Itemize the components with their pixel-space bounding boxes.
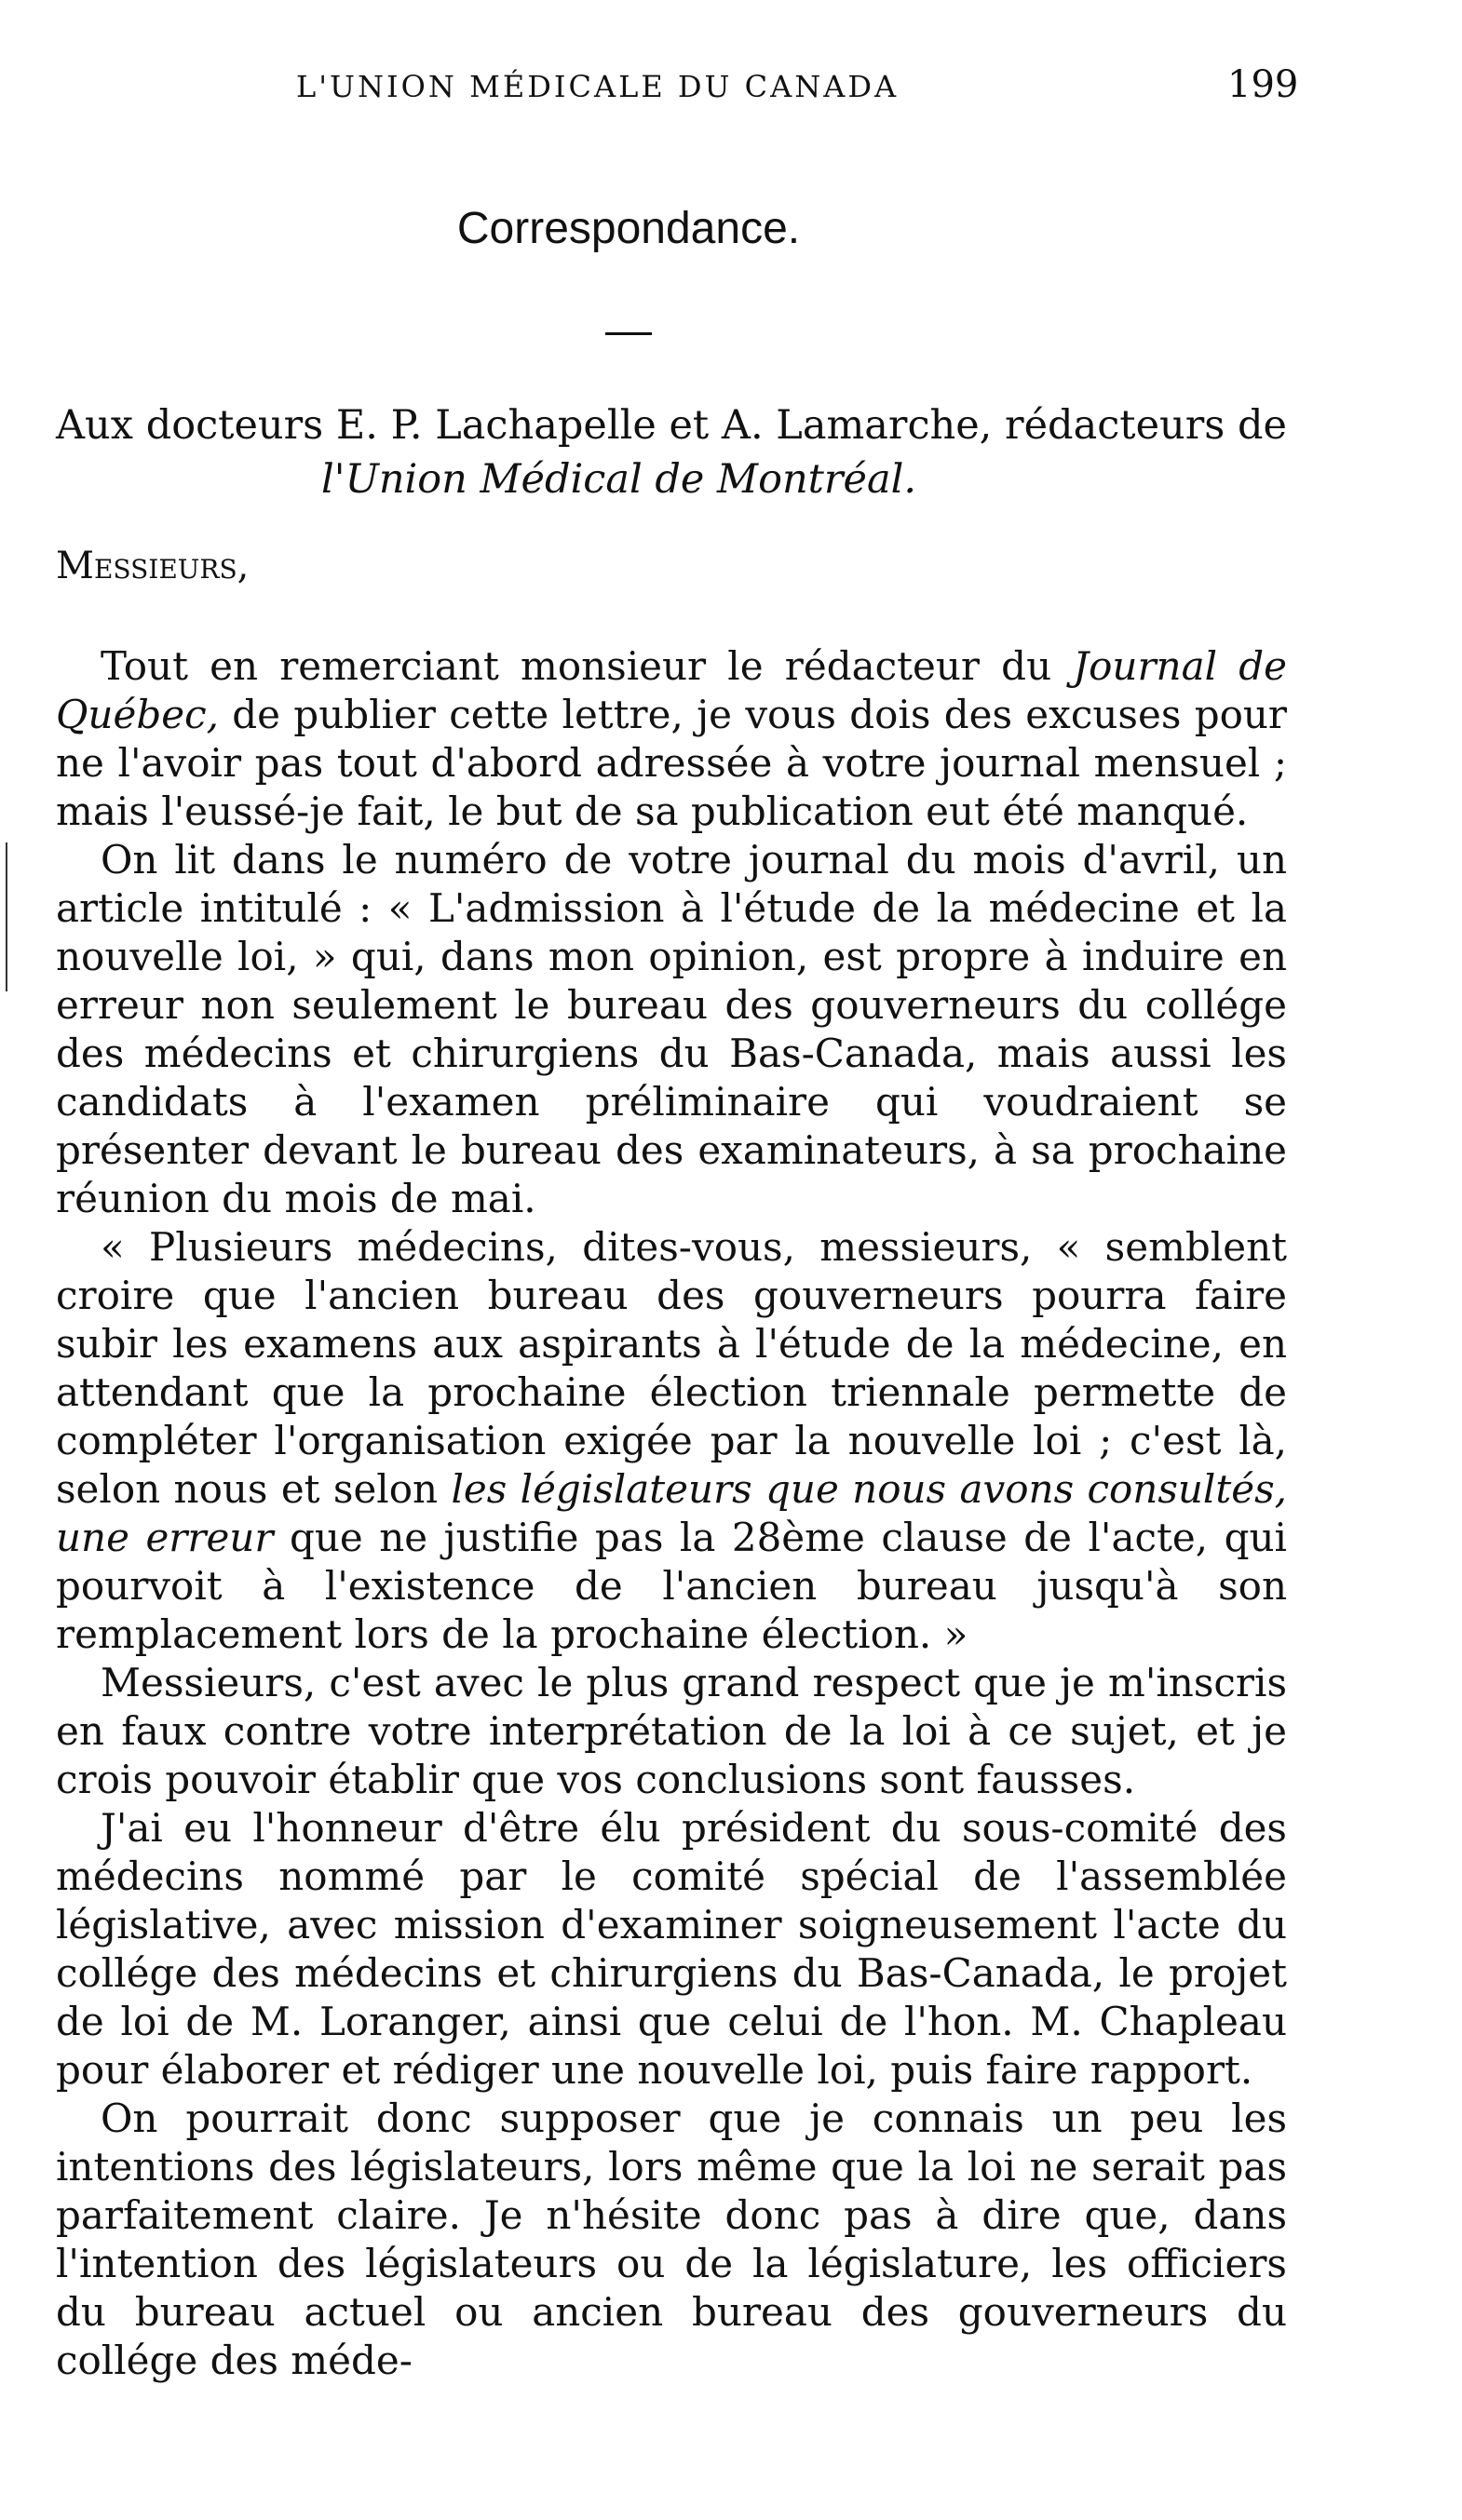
- letter-body: [56, 642, 1287, 2385]
- paragraph-6: On pourrait donc supposer que je connais un peu les intentions des législateurs, lors même que la loi ne serait pas parfaitement claire. Je n'hésite donc pas à dire que, dans l'intention des législateurs ou de la législature, les officiers du bureau actuel ou ancien bureau des gouverneurs du collége des méde-: [56, 2096, 1287, 2383]
- paragraph-5: J'ai eu l'honneur d'être élu président du sous-comité des médecins nommé par le comité spécial de l'assemblée législative, avec mission d'examiner soigneusement l'acte du collége des médecins et chirurgiens du Bas-Canada, le projet de loi de M. Loranger, ainsi que celui de l'hon. M. Chapleau pour élaborer et rédiger une nouvelle loi, puis faire rapport.: [56, 1805, 1287, 2093]
- paragraph-3-text-a: « Plusieurs médecins, dites-vous, messieurs, « semblent croire que l'ancien bureau des gouverneurs pourra faire subir les examens aux aspirants à l'étude de la médecine, en attendant que la prochaine élection triennale permette de compléter l'organisation exigée par la nouvelle loi ; c'est là, selon nous et selon: [56, 1224, 1287, 1512]
- running-title: L'UNION MÉDICALE DU CANADA: [296, 69, 900, 104]
- page-number: 199: [1227, 63, 1299, 106]
- paragraph-4: Messieurs, c'est avec le plus grand respect que je m'inscris en faux contre votre interprétation de la loi à ce sujet, et je crois pouvoir établir que vos conclusions sont fausses.: [56, 1660, 1287, 1802]
- paragraph-2: On lit dans le numéro de votre journal du mois d'avril, un article intitulé : « L'admission à l'étude de la médecine et la nouvelle loi, » qui, dans mon opinion, est propre à induire en erreur non seulement le bureau des gouverneurs du collége des médecins et chirurgiens du Bas-Canada, mais aussi les candidats à l'examen préliminaire qui voudraient se présenter devant le bureau des examinateurs, à sa prochaine réunion du mois de mai.: [56, 837, 1287, 1221]
- paragraph-1: [56, 642, 1287, 836]
- paragraph-3-text-b: que ne justifie pas la 28ème clause de l'acte, qui pourvoit à l'existence de l'ancien bureau jusqu'à son remplacement lors de la prochaine élection. »: [56, 1515, 1287, 1657]
- paragraph-3-italic: les législateurs que nous avons consultés, une erreur: [56, 1466, 1287, 1560]
- paragraph-1-text-b: de publier cette lettre, je vous dois des excuses pour ne l'avoir pas tout d'abord adressée à votre journal mensuel ; mais l'eussé-je fait, le but de sa publication eut été manqué.: [56, 692, 1287, 834]
- paragraph-1-text-a: Tout en remerciant monsieur le rédacteur du: [101, 643, 1074, 689]
- margin-mark: [6, 842, 7, 991]
- paragraph-3: [56, 1223, 1287, 1659]
- addressee: [56, 398, 1287, 506]
- title-rule: [605, 332, 652, 335]
- addressee-line-2: l'Union Médical de Montréal.: [321, 456, 916, 503]
- section-title: Correspondance.: [456, 204, 801, 253]
- paragraph-1-italic: Journal de Québec,: [56, 643, 1287, 737]
- salutation: Messieurs,: [56, 545, 250, 587]
- addressee-line-1: Aux docteurs E. P. Lachapelle et A. Lamarche, rédacteurs de: [56, 402, 1287, 449]
